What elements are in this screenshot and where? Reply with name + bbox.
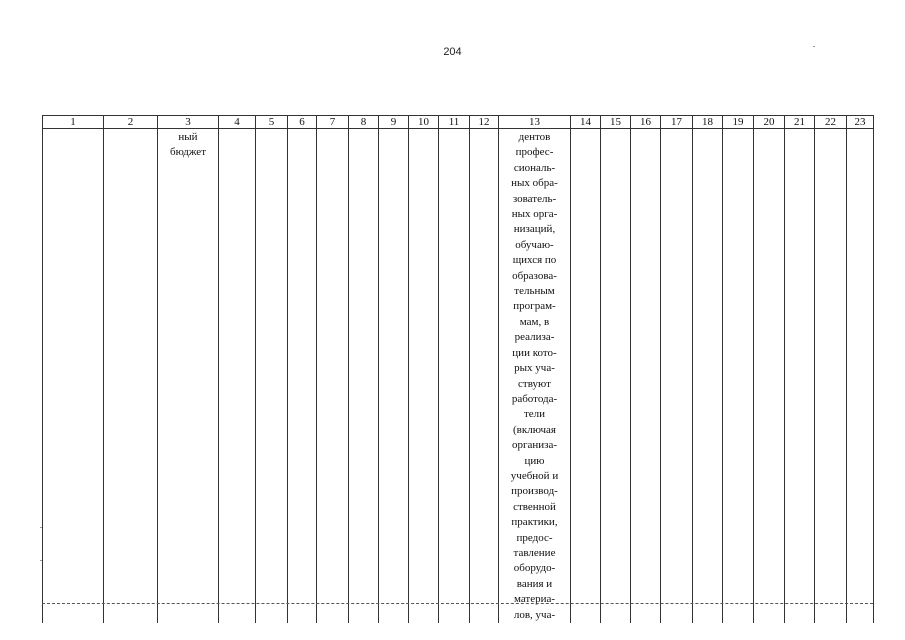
text-line: реализа- — [514, 331, 555, 344]
text-line: сиональ- — [513, 161, 556, 174]
table-cell — [349, 129, 379, 624]
table-cell — [754, 129, 785, 624]
column-header: 10 — [409, 116, 439, 129]
table-cell — [288, 129, 317, 624]
text-line: ный — [178, 131, 198, 143]
column-header: 23 — [847, 116, 874, 129]
table-cell — [661, 129, 693, 624]
text-line: щихся по — [512, 254, 557, 267]
table-cell — [723, 129, 754, 624]
indicator-description-cell — [499, 129, 571, 624]
column-number-row — [43, 116, 874, 129]
column-header: 16 — [631, 116, 661, 129]
text-line: ствуют — [518, 377, 551, 390]
table-cell — [379, 129, 409, 624]
text-line: дентов — [518, 131, 551, 143]
table-cell — [439, 129, 470, 624]
table-cell — [693, 129, 723, 624]
column-header: 11 — [439, 116, 470, 129]
text-line: образова- — [512, 269, 557, 282]
column-header: 7 — [317, 116, 349, 129]
text-line: програм- — [513, 300, 556, 313]
text-line: ных орга- — [511, 208, 558, 221]
table-cell — [219, 129, 256, 624]
text-line: тавление — [513, 546, 556, 559]
table-cell — [847, 129, 874, 624]
table-cell — [317, 129, 349, 624]
text-line: производ- — [511, 485, 558, 498]
data-table — [42, 115, 874, 623]
text-line: мам, в — [519, 315, 550, 328]
column-header: 17 — [661, 116, 693, 129]
table-cell — [601, 129, 631, 624]
scan-speck — [40, 527, 42, 528]
text-line: ции кото- — [512, 346, 557, 359]
table-cell — [256, 129, 288, 624]
table-cell — [409, 129, 439, 624]
table-cell — [571, 129, 601, 624]
column-header: 5 — [256, 116, 288, 129]
column-header: 21 — [785, 116, 815, 129]
table-cell — [43, 129, 104, 624]
text-line: цию — [524, 454, 545, 467]
column-header: 1 — [43, 116, 104, 129]
table-cell — [785, 129, 815, 624]
text-line: (включая — [513, 423, 556, 436]
column-header: 18 — [693, 116, 723, 129]
column-header: 8 — [349, 116, 379, 129]
scan-speck — [813, 46, 815, 47]
text-line: работода- — [511, 392, 558, 405]
text-line: низаций, — [513, 223, 556, 236]
text-line: ных обра- — [511, 177, 558, 190]
text-line: учебной и — [510, 469, 559, 482]
text-line: практики, — [511, 516, 558, 529]
text-line: ственной — [513, 500, 556, 513]
table-row — [43, 129, 874, 624]
text-line: зователь- — [512, 192, 557, 205]
scan-speck — [40, 560, 42, 561]
table-cell — [104, 129, 158, 624]
table-cell — [470, 129, 499, 624]
text-line: бюджет — [170, 146, 206, 159]
column-header: 15 — [601, 116, 631, 129]
column-header: 9 — [379, 116, 409, 129]
text-line: обучаю- — [515, 238, 554, 251]
column-header: 4 — [219, 116, 256, 129]
budget-cell-text — [158, 129, 218, 161]
text-line: вания и — [516, 577, 553, 590]
column-header: 2 — [104, 116, 158, 129]
text-line: тельным — [514, 285, 555, 298]
column-header: 19 — [723, 116, 754, 129]
text-line: тели — [523, 408, 546, 421]
column-header: 13 — [499, 116, 571, 129]
text-line: оборудо- — [513, 562, 556, 575]
text-line: рых уча- — [514, 362, 555, 375]
text-line: предос- — [516, 531, 553, 544]
column-header: 3 — [158, 116, 219, 129]
text-line: лов, уча- — [513, 608, 556, 621]
column-header: 12 — [470, 116, 499, 129]
column-header: 6 — [288, 116, 317, 129]
text-line: организа- — [511, 439, 558, 452]
budget-cell — [158, 129, 219, 624]
table-cell — [815, 129, 847, 624]
column-header: 20 — [754, 116, 785, 129]
text-line: профес- — [515, 146, 554, 159]
table-bottom-edge — [42, 603, 873, 604]
column-header: 22 — [815, 116, 847, 129]
table-cell — [631, 129, 661, 624]
page-number: 204 — [443, 46, 462, 58]
indicator-description-text — [499, 129, 570, 623]
text-line: материа- — [513, 593, 556, 606]
column-header: 14 — [571, 116, 601, 129]
